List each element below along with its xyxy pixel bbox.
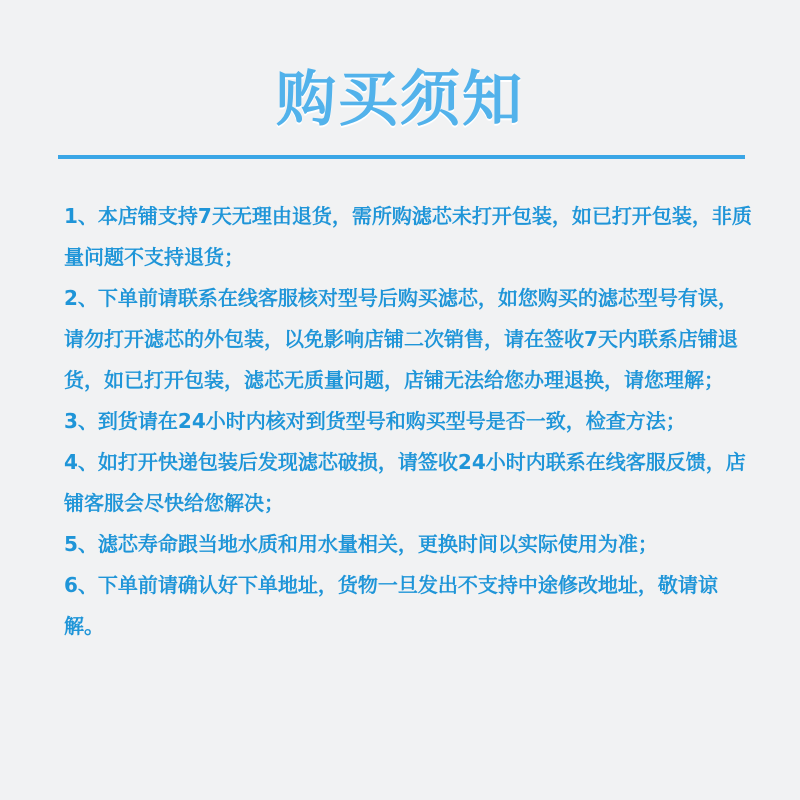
notice-list (64, 196, 754, 647)
notice-item-1: 1、本店铺支持7天无理由退货，需所购滤芯未打开包装，如已打开包装，非质量问题不支持退货； (64, 204, 752, 269)
notice-item-5: 5、滤芯寿命跟当地水质和用水量相关，更换时间以实际使用为准； (64, 532, 658, 556)
title-divider (58, 155, 745, 159)
notice-item-4: 4、如打开快递包装后发现滤芯破损，请签收24小时内联系在线客服反馈，店铺客服会尽快给您解决； (64, 450, 746, 515)
notice-item-6: 6、下单前请确认好下单地址，货物一旦发出不支持中途修改地址，敬请谅解。 (64, 573, 718, 638)
page-title: 购买须知 (276, 65, 524, 135)
notice-item-3: 3、到货请在24小时内核对到货型号和购买型号是否一致，检查方法； (64, 409, 686, 433)
notice-item-2: 2、下单前请联系在线客服核对型号后购买滤芯，如您购买的滤芯型号有误，请勿打开滤芯的外包装，以免影响店铺二次销售，请在签收7天内联系店铺退货，如已打开包装，滤芯无质量问题，店铺无法给您办理退换，请您理解； (64, 286, 738, 392)
